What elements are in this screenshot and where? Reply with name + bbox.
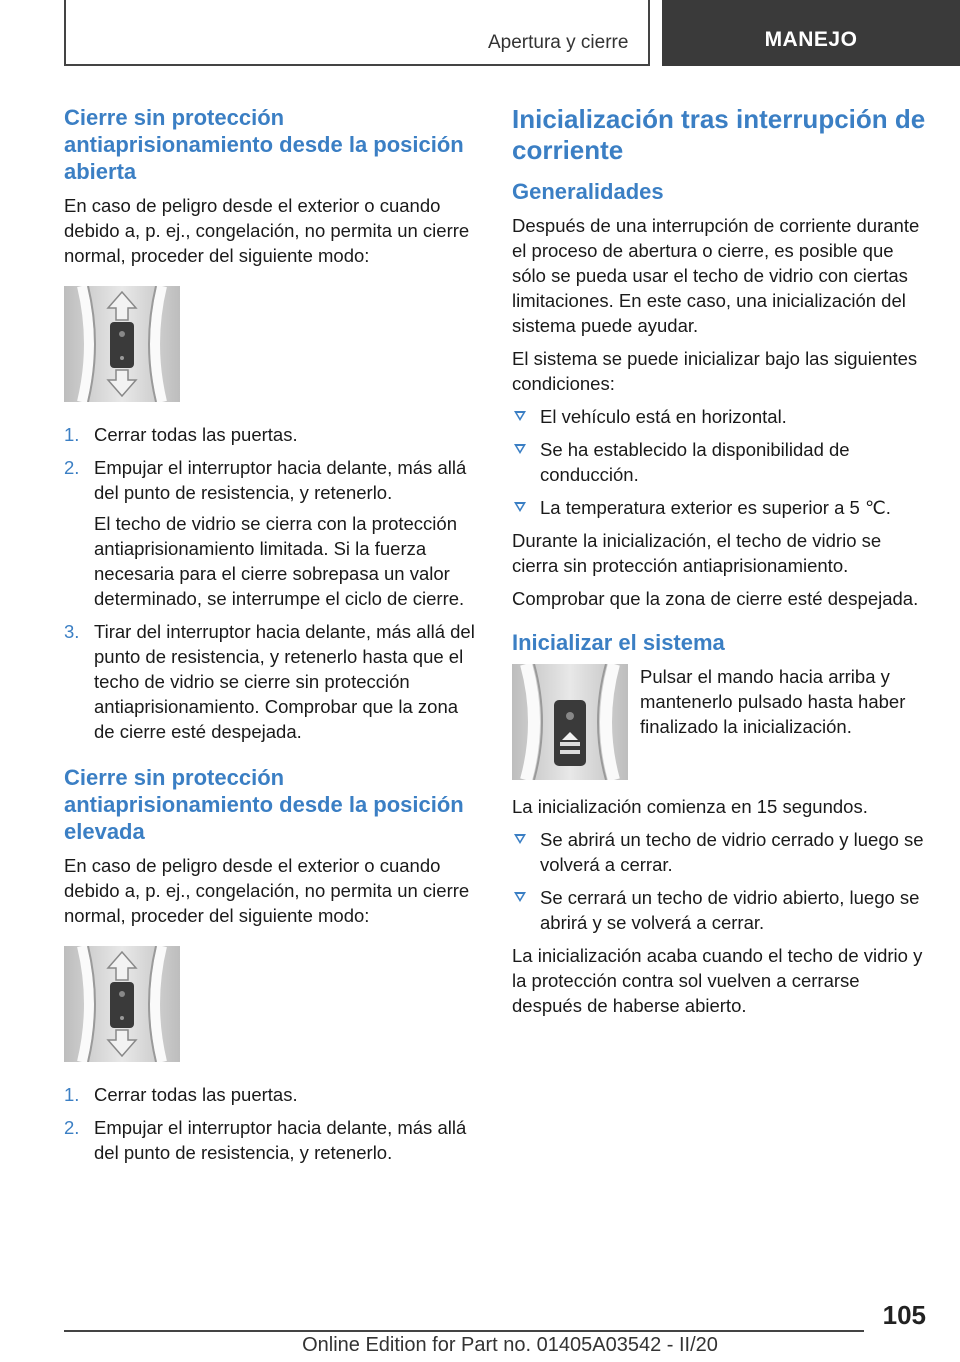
paragraph: Comprobar que la zona de cierre esté despejada. — [512, 588, 919, 609]
left-column — [64, 104, 480, 1173]
list-item: 3. Tirar del interruptor hacia delante, más allá del punto de resistencia, y retenerlo hasta que el techo de vidrio se cierre sin protección antiaprisionamiento. Comprobar que la zona de cierre esté despejada. — [64, 621, 475, 742]
section-heading: Cierre sin protección antiaprisionamiento desde la posición elevada — [64, 765, 464, 844]
section-intro: En caso de peligro desde el exterior o cuando debido a, p. ej., congelación, no permita un cierre normal, proceder del siguiente modo: — [64, 855, 470, 926]
switch-figure-push-up — [512, 664, 628, 780]
steps-list — [64, 1082, 480, 1165]
init-behavior-list — [512, 827, 928, 935]
switch-push-up-icon — [512, 664, 628, 780]
triangle-bullet-icon — [514, 834, 526, 844]
triangle-bullet-icon — [514, 502, 526, 512]
conditions-list — [512, 404, 928, 520]
switch-push-pull-icon — [64, 286, 180, 402]
paragraph: La inicialización acaba cuando el techo de vidrio y la protección contra sol vuelven a cerrarse después de haberse abierto. — [512, 945, 923, 1016]
main-heading: Inicialización tras interrupción de corriente — [512, 104, 926, 165]
paragraph: El sistema se puede inicializar bajo las siguientes condiciones: — [512, 348, 918, 394]
list-item: 1. Cerrar todas las puertas. — [64, 424, 298, 445]
instruction-text: Pulsar el mando hacia arriba y mantenerlo pulsado hasta haber finalizado la inicialización. — [640, 666, 906, 737]
page-number: 105 — [882, 1300, 926, 1330]
header-section-title: Apertura y cierre — [488, 32, 629, 53]
step-note: El techo de vidrio se cierra con la protección antiaprisionamiento limitada. Si la fuerza necesaria para el cierre sobrepasa un valor determinado, se interrumpe el ciclo de cierre. — [94, 513, 465, 609]
paragraph: Después de una interrupción de corriente durante el proceso de abertura o cierre, es posible que sólo se pueda usar el techo de vidrio con ciertas limitaciones. En este caso, una inicialización del sistema puede ayudar. — [512, 215, 920, 336]
steps-list — [64, 422, 480, 744]
triangle-bullet-icon — [514, 892, 526, 902]
section-intro: En caso de peligro desde el exterior o cuando debido a, p. ej., congelación, no permita un cierre normal, proceder del siguiente modo: — [64, 195, 470, 266]
switch-push-pull-icon — [64, 946, 180, 1062]
footer-divider — [64, 1330, 864, 1332]
list-item: La temperatura exterior es superior a 5 ℃. — [512, 495, 928, 520]
triangle-bullet-icon — [514, 411, 526, 421]
paragraph: Durante la inicialización, el techo de vidrio se cierra sin protección antiaprisionamiento. — [512, 530, 882, 576]
subsection-heading: Inicializar el sistema — [512, 630, 725, 655]
subsection-heading: Generalidades — [512, 179, 664, 204]
list-item: Se ha establecido la disponibilidad de conducción. — [512, 437, 928, 487]
footer-edition: Online Edition for Part no. 01405A03542 - II/20 — [302, 1334, 718, 1356]
switch-figure-push-pull — [64, 286, 180, 402]
list-item: Se abrirá un techo de vidrio cerrado y luego se volverá a cerrar. — [512, 827, 928, 877]
paragraph: La inicialización comienza en 15 segundos. — [512, 796, 868, 817]
triangle-bullet-icon — [514, 444, 526, 454]
page-header — [0, 0, 960, 66]
header-chapter-badge: MANEJO — [662, 0, 960, 66]
list-item: 1. Cerrar todas las puertas. — [64, 1084, 298, 1105]
init-instruction-block — [512, 664, 928, 780]
right-column — [512, 104, 928, 1026]
list-item: El vehículo está en horizontal. — [512, 404, 928, 429]
switch-figure-push-pull — [64, 946, 180, 1062]
list-item: Se cerrará un techo de vidrio abierto, luego se abrirá y se volverá a cerrar. — [512, 885, 928, 935]
list-item: 2. Empujar el interruptor hacia delante, más allá del punto de resistencia, y retenerlo. — [64, 1117, 467, 1163]
list-item: 2. Empujar el interruptor hacia delante, más allá del punto de resistencia, y retenerlo. El techo de vidrio se cierra con la protección antiaprisionamiento limitada. Si la fuerza necesaria para el cierre sobrepasa un valor determinado, se interrumpe el ciclo de cierre. — [64, 455, 480, 611]
section-heading: Cierre sin protección antiaprisionamiento desde la posición abierta — [64, 105, 464, 184]
